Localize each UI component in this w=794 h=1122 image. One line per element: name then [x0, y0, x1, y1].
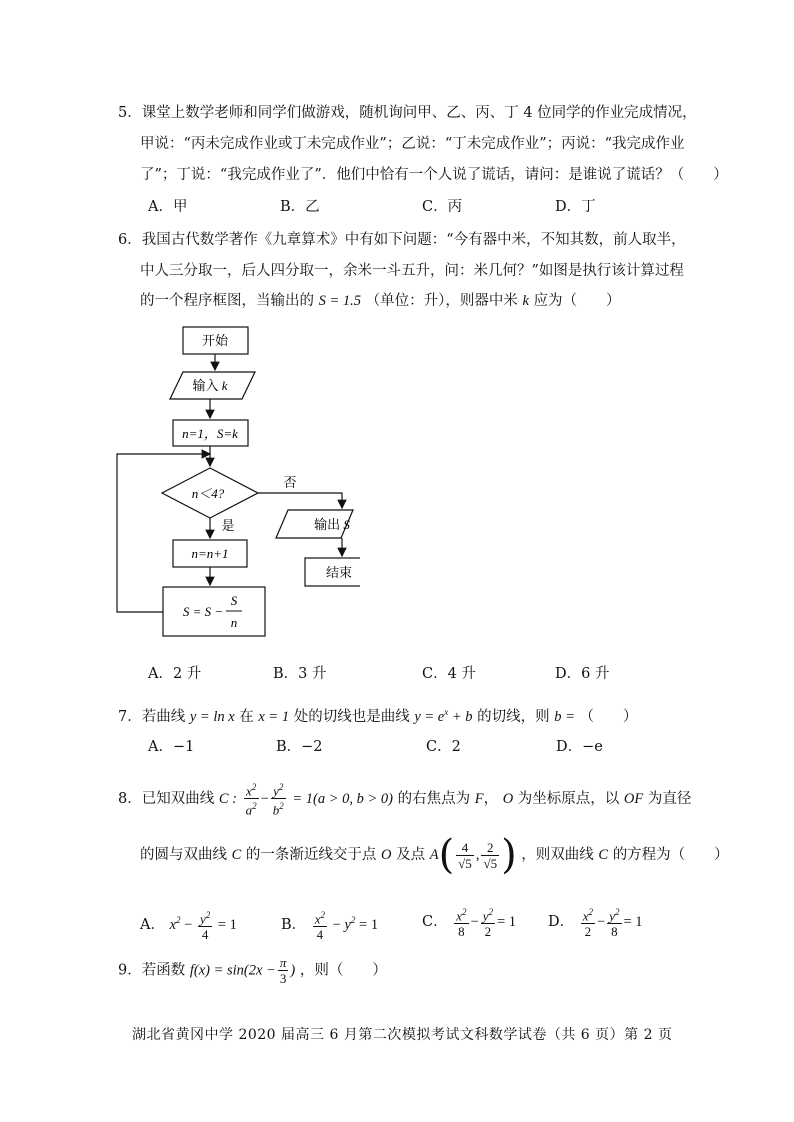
program-flowchart — [110, 322, 360, 647]
q7-curve2-exp: x — [444, 707, 449, 717]
flow-output-text — [314, 517, 350, 532]
q5-line2: 甲说：“丙未完成作业或丁未完成作业”；乙说：“丁未完成作业”；丙说：“我完成作业 — [140, 136, 685, 152]
q6-option-a: A．2 升 — [148, 666, 202, 682]
q6-output-value: S = 1.5 — [318, 293, 362, 309]
page-footer: 湖北省黄冈中学 2020 届高三 6 月第二次模拟考试文科数学试卷（共 6 页）第 2 页 — [132, 1027, 673, 1043]
flow-input-var: k — [221, 378, 228, 393]
q9-func: f(x) = sin(2x − — [189, 962, 276, 979]
q6-line3 — [140, 291, 621, 311]
q7-mid3: 的切线，则 — [477, 708, 550, 725]
q8-mid2: ， — [483, 790, 499, 807]
q8-option-a: A． $x^2$ − $\frac{y^2}{4}$ = 1 — [140, 909, 237, 942]
q6-line2: 中人三分取一，后人四分取一，余米一斗五升，问：米几何？”如图是执行该计算过程 — [140, 263, 684, 279]
q7-curve2 — [414, 709, 472, 725]
q7-curve1: y = ln x — [189, 708, 235, 725]
q8-pt-x-den: √5 — [458, 855, 472, 871]
q8-cond: = 1(a > 0, b > 0) — [292, 790, 394, 807]
q7-option-d: D．−e — [556, 739, 603, 755]
q8-line2-c: 及点 — [396, 847, 426, 863]
flow-input-text — [192, 378, 227, 393]
q8-line2-b: 的一条渐近线交于点 — [245, 847, 377, 863]
q8-prefix: 8．已知双曲线 — [118, 790, 215, 807]
q6-line3-b: （单位：升），则器中米 — [365, 293, 518, 309]
q9-prefix: 9．若函数 — [118, 962, 186, 979]
q8-option-a-label: A． — [140, 916, 165, 933]
q8-line2-C: C — [231, 847, 242, 863]
q8-curve: C : — [218, 790, 237, 807]
flow-update-lhs: S = S − — [182, 604, 224, 619]
q8-frac-y-den: $b^2$ — [272, 801, 284, 818]
q9-suffix: ，则（ ） — [299, 962, 387, 979]
q5-option-c: C．丙 — [422, 199, 463, 215]
q8-mid3: 为坐标原点，以 — [517, 790, 620, 807]
q6-line3-a: 的一个程序框图，当输出的 — [140, 293, 314, 309]
flow-update-den: n — [230, 615, 238, 630]
q8-mid1: 的右焦点为 — [397, 790, 471, 807]
q8-OF: OF — [623, 790, 644, 807]
q5-line1: 5．课堂上数学老师和同学们做游戏，随机询问甲、乙、丙、丁 4 位同学的作业完成情况， — [118, 105, 697, 121]
flow-yes-label: 是 — [221, 518, 235, 533]
flow-output-label: 输出 — [314, 517, 341, 532]
q5-option-d: D．丁 — [555, 199, 596, 215]
flow-no-label: 否 — [283, 475, 297, 490]
q8-line2-a: 的圆与双曲线 — [140, 847, 227, 863]
q7-option-a: A．−1 — [148, 739, 195, 755]
flow-increment-label: n=n+1 — [191, 546, 229, 561]
q8-option-b: B． $\frac{x^2}{4}$ − $y^2 = 1$ — [281, 909, 379, 942]
q7-suffix: （ ） — [579, 708, 638, 725]
q7-option-c: C．2 — [426, 739, 461, 755]
q8-option-c-label: C． — [422, 914, 448, 931]
q9-close: ) — [290, 962, 296, 979]
q5-line3: 了”；丁说：“我完成作业了”．他们中恰有一个人说了谎话，请问：是谁说了谎话？（ ） — [140, 167, 728, 183]
q8-option-d: D． $\frac{x^2}{2}$ − $\frac{y^2}{8}$ = 1 — [548, 907, 643, 940]
q9-num: π — [279, 955, 287, 970]
q8-frac-x — [244, 780, 259, 818]
q8-frac-x-num: $x^2$ — [244, 780, 259, 799]
q5-option-b: B．乙 — [280, 199, 320, 215]
q8-option-d-label: D． — [548, 914, 575, 931]
q6-line3-c: 应为（ ） — [533, 293, 621, 309]
q6-option-d: D．6 升 — [555, 666, 610, 682]
q8-line2-e: 的方程为（ ） — [612, 847, 729, 863]
q8-pt-y — [481, 840, 499, 871]
q8-pt-x-num: 4 — [456, 840, 474, 856]
q8-line2-C2: C — [598, 847, 609, 863]
flow-start-label: 开始 — [201, 333, 229, 348]
q7-mid1: 在 — [239, 708, 254, 725]
flow-end-label: 结束 — [325, 565, 353, 580]
q6-var-k: k — [522, 293, 529, 309]
q8-line1: 8．已知双曲线 C : $\frac{x^2}{a^2}$ − $\frac{y^2}{b^2}$ = 1(a > 0, b > 0) 的右焦点为 F， O 为坐标原点，以 OF 为直径 — [118, 782, 692, 818]
q8-pt-y-num: 2 — [481, 840, 499, 856]
q6-option-c: C．4 升 — [422, 666, 476, 682]
q7-line — [118, 702, 638, 727]
q8-pt-y-den: √5 — [483, 855, 498, 871]
q8-point-A: A — [429, 847, 439, 863]
q6-option-b: B．3 升 — [273, 666, 327, 682]
flow-condition: n＜4? — [191, 486, 225, 501]
q8-line2-d: ，则双曲线 — [521, 847, 594, 863]
q8-line2-O: O — [381, 847, 392, 863]
q8-frac-y — [271, 780, 286, 818]
q6-line1: 6．我国古代数学著作《九章算术》中有如下问题：“今有器中米，不知其数，前人取半， — [118, 232, 686, 248]
flow-input-label: 输入 — [192, 378, 219, 393]
q7-mid2: 处的切线也是曲线 — [293, 708, 410, 725]
flow-init-label: n=1，S=k — [182, 426, 238, 441]
q8-frac-y-num: $y^2$ — [271, 780, 286, 799]
q7-var: b = — [554, 708, 575, 725]
q8-O: O — [502, 790, 514, 807]
q9-line — [118, 955, 387, 986]
q8-paren-close: ) — [501, 832, 517, 878]
q7-point: x = 1 — [258, 708, 290, 725]
q5-option-a: A．甲 — [148, 199, 188, 215]
q8-option-b-label: B． — [281, 916, 307, 933]
flow-update-num: S — [230, 593, 238, 608]
q8-option-c: C． $\frac{x^2}{8}$ − $\frac{y^2}{2}$ = 1 — [422, 907, 517, 940]
q8-line2: 的圆与双曲线 C 的一条渐近线交于点 O 及点 A( $\frac{4}{√5}$ , $\frac{2}{√5}$ ) ，则双曲线 C 的方程为（ ） — [140, 832, 729, 878]
q8-F: F — [474, 790, 484, 807]
q7-curve2-rest: + b — [451, 708, 473, 725]
q8-paren-open: ( — [438, 832, 455, 878]
q7-curve2-base: y = e — [414, 708, 445, 725]
q9-den: 3 — [279, 971, 287, 986]
flow-output-var: S — [343, 517, 350, 532]
q8-frac-x-den: $a^2$ — [245, 801, 257, 818]
q9-frac — [278, 955, 289, 986]
q7-option-b: B．−2 — [276, 739, 323, 755]
q8-pt-x — [456, 840, 474, 871]
q7-prefix: 7．若曲线 — [118, 708, 186, 725]
flow-arrow-no — [258, 493, 342, 508]
q8-mid4: 为直径 — [647, 790, 692, 807]
